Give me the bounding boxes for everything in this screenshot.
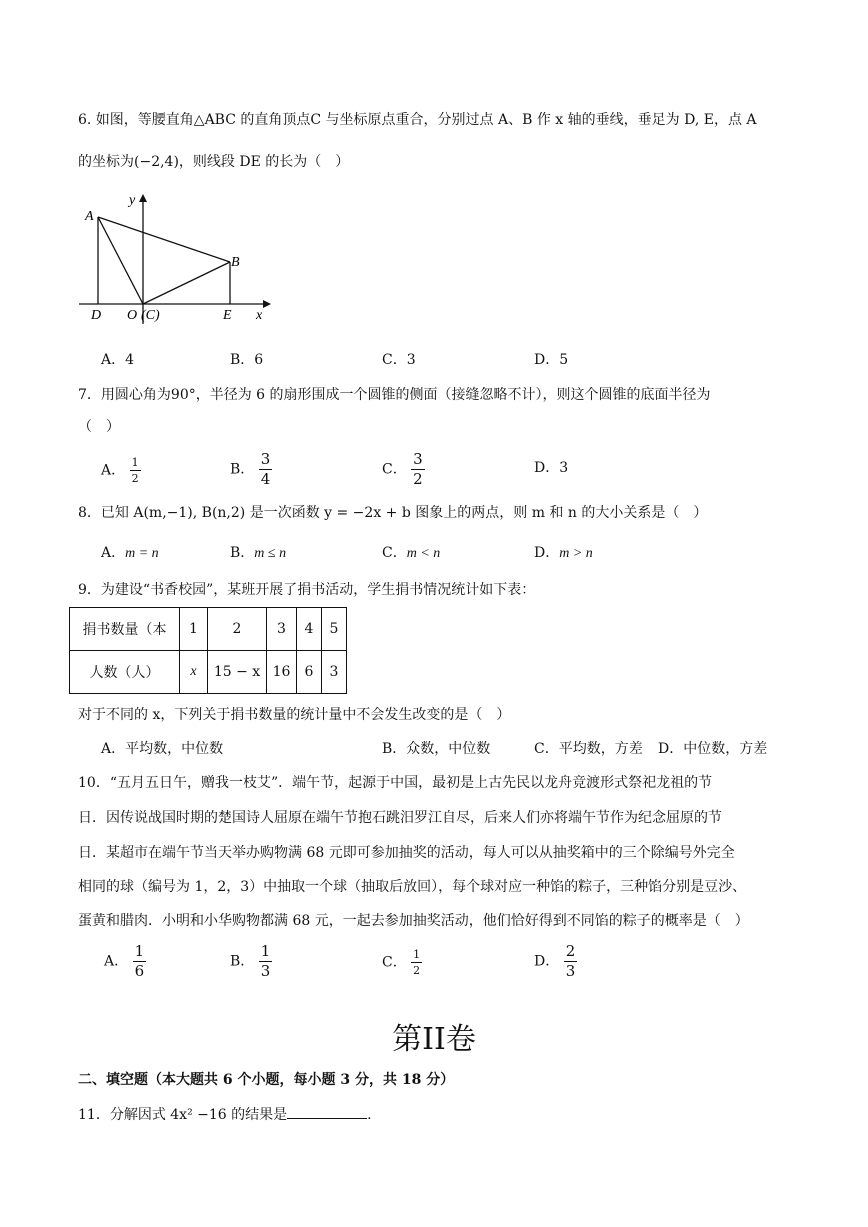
- q10-stem-line1: 10．“五月五日午，赠我一枝艾”．端午节，起源于中国，最初是上古先民以龙舟竞渡形式祭祀龙祖的节: [78, 775, 713, 791]
- q6-stem-line2: 的坐标为(−2,4)，则线段 DE 的长为（ ）: [78, 154, 350, 170]
- q9-option-d[interactable]: D．中位数，方差: [658, 741, 768, 757]
- fraction: $\frac{1}{6}$: [134, 942, 145, 980]
- section-title: 二、填空题（本大题共 6 个小题，每小题 3 分，共 18 分）: [78, 1072, 455, 1088]
- part-two-heading: 第II卷: [392, 1022, 476, 1057]
- q7-option-d[interactable]: D．3: [534, 460, 569, 476]
- q11-stem: 11．分解因式 4x² −16 的结果是 .: [78, 1104, 372, 1125]
- q6-option-c[interactable]: C．3: [382, 352, 416, 368]
- table-row: 人数（人） x 15 − x 16 6 3: [70, 651, 347, 694]
- q9-option-c[interactable]: C．平均数，方差: [534, 741, 643, 757]
- q9-option-b[interactable]: B．众数，中位数: [382, 741, 491, 757]
- q6-stem-line1: 6. 如图，等腰直角△ABC 的直角顶点C 与坐标原点重合，分别过点 A、B 作 x 轴的垂线，垂足为 D, E，点 A: [78, 112, 757, 128]
- q10-option-d[interactable]: D． $\frac{2}{3}$: [534, 942, 576, 980]
- label-D: D: [91, 308, 102, 323]
- q7-option-c[interactable]: C． $\frac{3}{2}$: [382, 450, 423, 488]
- donation-table: [69, 607, 347, 694]
- q9-stem: 9．为建设“书香校园”，某班开展了捐书活动，学生捐书情况统计如下表：: [78, 582, 536, 598]
- q8-option-d[interactable]: D．m > n: [534, 545, 593, 561]
- q10-stem-line4: 相同的球（编号为 1，2，3）中抽取一个球（抽取后放回），每个球对应一种馅的粽子，三种馅分别是豆沙、: [78, 879, 747, 895]
- fraction: $\frac{1}{3}$: [260, 942, 271, 980]
- q10-stem-line3: 日．某超市在端午节当天举办购物满 68 元即可参加抽奖的活动，每人可以从抽奖箱中的三个除编号外完全: [78, 845, 735, 861]
- label-y: y: [129, 193, 136, 208]
- fraction: $\frac{1}{2}$: [413, 948, 421, 977]
- q7-stem-line1: 7．用圆心角为90°，半径为 6 的扇形围成一个圆锥的侧面（接缝忽略不计），则这个圆锥的底面半径为: [78, 387, 711, 403]
- label-B: B: [231, 255, 240, 270]
- label-A: A: [85, 209, 94, 224]
- q7-option-a[interactable]: A． $\frac{1}{2}$: [101, 456, 139, 485]
- fraction: $\frac{1}{2}$: [131, 456, 139, 485]
- q6-option-a[interactable]: A．4: [101, 352, 135, 368]
- fraction: $\frac{3}{4}$: [260, 450, 271, 488]
- label-E: E: [223, 308, 232, 323]
- q10-stem-line5: 蛋黄和腊肉．小明和小华购物都满 68 元，一起去参加抽奖活动，他们恰好得到不同馅的粽子的概率是（ ）: [78, 913, 749, 929]
- q10-stem-line2: 日．因传说战国时期的楚国诗人屈原在端午节抱石跳汨罗江自尽，后来人们亦将端午节作为纪念屈原的节: [78, 810, 722, 826]
- fraction: $\frac{2}{3}$: [565, 942, 576, 980]
- q6-option-b[interactable]: B．6: [230, 352, 264, 368]
- label-C: (C): [141, 308, 160, 323]
- table-row: 捐书数量（本 1 2 3 4 5: [70, 608, 347, 651]
- q6-option-d[interactable]: D．5: [534, 352, 569, 368]
- q10-option-c[interactable]: C． $\frac{1}{2}$: [382, 948, 421, 977]
- q7-option-b[interactable]: B． $\frac{3}{4}$: [230, 450, 271, 488]
- label-x: x: [256, 308, 263, 323]
- label-O: O: [127, 308, 138, 323]
- q7-stem-line2: （ ）: [78, 419, 120, 435]
- answer-blank[interactable]: [287, 1104, 367, 1119]
- q8-stem: 8．已知 A(m,−1), B(n,2) 是一次函数 y = −2x + b 图象上的两点，则 m 和 n 的大小关系是（ ）: [78, 505, 708, 521]
- q8-option-c[interactable]: C．m < n: [382, 545, 441, 561]
- q6-coordinate-figure: [75, 188, 275, 328]
- fraction: $\frac{3}{2}$: [413, 450, 423, 488]
- q10-option-a[interactable]: A． $\frac{1}{6}$: [104, 942, 145, 980]
- q10-option-b[interactable]: B． $\frac{1}{3}$: [230, 942, 271, 980]
- q9-option-a[interactable]: A．平均数，中位数: [101, 741, 224, 757]
- q8-option-a[interactable]: A．m = n: [101, 545, 159, 561]
- q8-option-b[interactable]: B．m ≤ n: [230, 545, 287, 561]
- q9-question: 对于不同的 x，下列关于捐书数量的统计量中不会发生改变的是（ ）: [78, 707, 511, 723]
